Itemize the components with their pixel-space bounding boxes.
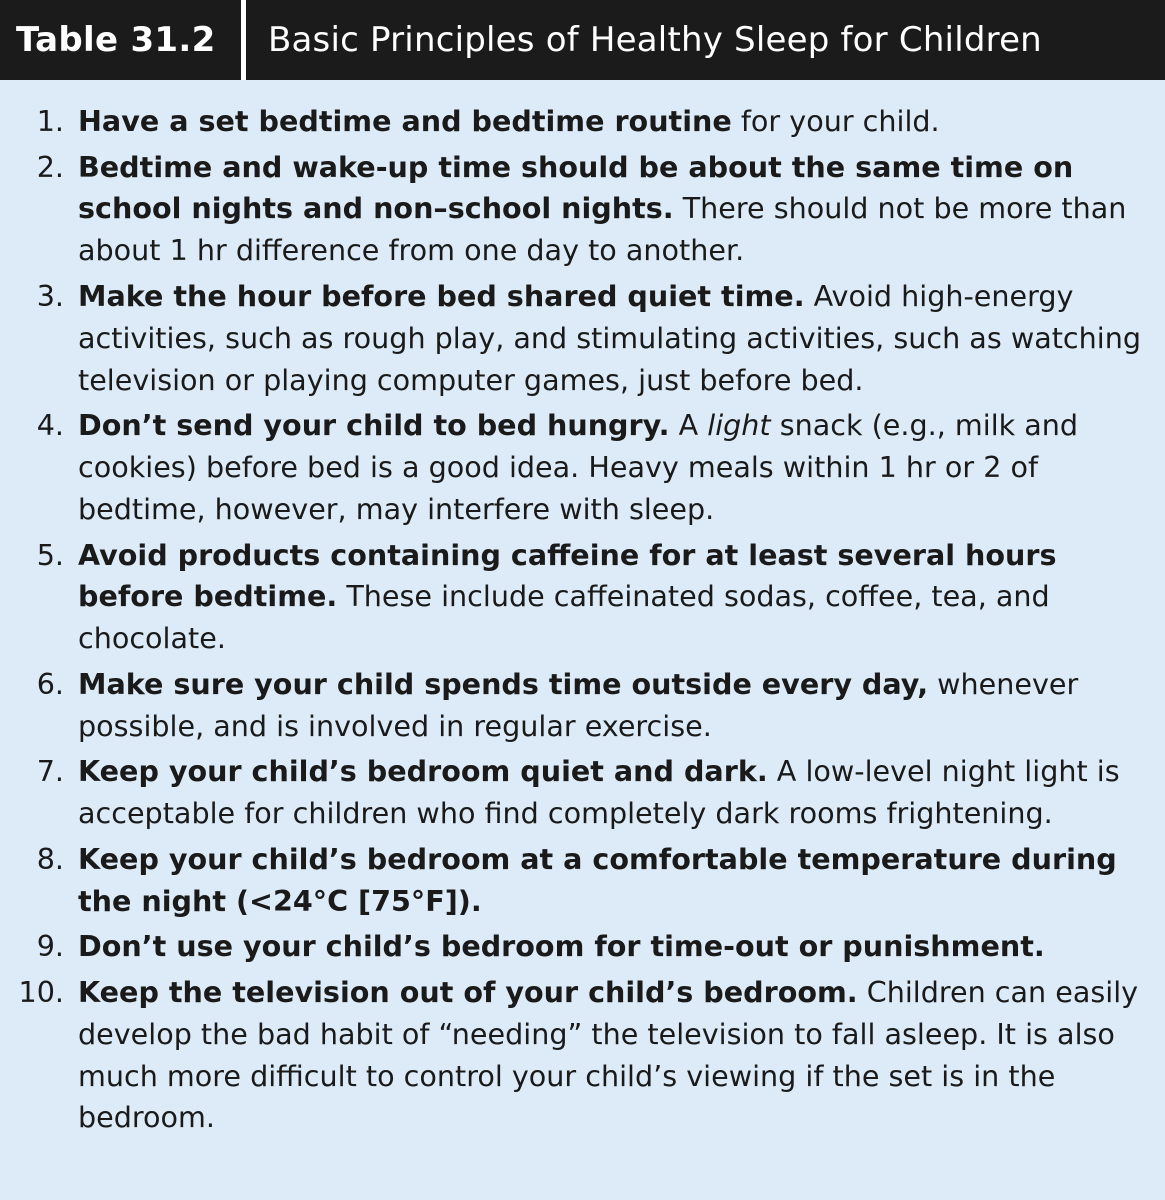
item-heading: Keep your child’s bedroom at a comfortable temperature during the night (<24°C [75°F]). bbox=[78, 841, 1117, 918]
item-number: 5. bbox=[36, 537, 64, 572]
list-item bbox=[0, 751, 1165, 835]
item-heading: Make the hour before bed shared quiet time. bbox=[78, 278, 805, 313]
item-number: 2. bbox=[36, 149, 64, 184]
item-text: A bbox=[669, 408, 708, 443]
table-title: Basic Principles of Healthy Sleep for Children bbox=[268, 20, 1042, 60]
table-header bbox=[0, 0, 1165, 80]
header-divider bbox=[241, 0, 246, 80]
item-text: whenever possible, and is involved in regular exercise. bbox=[78, 666, 1079, 743]
item-text: for your child. bbox=[731, 104, 940, 138]
principles-list bbox=[0, 101, 1165, 1143]
list-item bbox=[0, 101, 1165, 143]
item-text: snack (e.g., milk and cookies) before bed is a good idea. Heavy meals within 1 hr or 2 of bedtime, however, may interfere with sleep. bbox=[78, 408, 1079, 526]
item-heading: Avoid products containing caffeine for at least several hours before bedtime. bbox=[78, 537, 1057, 614]
table-label: Table 31.2 bbox=[16, 20, 216, 60]
item-heading: Bedtime and wake-up time should be about the same time on school nights and non–school nights. bbox=[78, 149, 1074, 226]
item-emphasis: light bbox=[707, 408, 771, 443]
list-item bbox=[0, 664, 1165, 748]
item-text: Children can easily develop the bad habit of “needing” the television to fall asleep. It is also much more difficult to control your child’s viewing if the set is in the bedroom. bbox=[78, 974, 1139, 1135]
item-number: 6. bbox=[36, 666, 64, 701]
item-number: 10. bbox=[18, 974, 64, 1009]
item-text: A low-level night light is acceptable for children who find completely dark rooms frightening. bbox=[78, 754, 1120, 831]
list-item bbox=[0, 926, 1165, 968]
item-heading: Keep your child’s bedroom quiet and dark. bbox=[78, 754, 768, 789]
list-item bbox=[0, 839, 1165, 923]
list-item bbox=[0, 405, 1165, 530]
item-number: 1. bbox=[36, 104, 64, 138]
item-text: There should not be more than about 1 hr difference from one day to another. bbox=[78, 191, 1127, 268]
item-number: 3. bbox=[36, 278, 64, 313]
item-number: 4. bbox=[36, 408, 64, 443]
item-text: These include caffeinated sodas, coffee, tea, and chocolate. bbox=[78, 579, 1050, 656]
item-text: Avoid high-energy activities, such as rough play, and stimulating activities, such as watching television or playing computer games, just before bed. bbox=[78, 278, 1141, 397]
item-heading: Keep the television out of your child’s bedroom. bbox=[78, 974, 858, 1009]
list-item bbox=[0, 147, 1165, 272]
item-heading: Have a set bedtime and bedtime routine bbox=[78, 104, 732, 138]
item-number: 7. bbox=[36, 754, 64, 789]
list-item bbox=[0, 276, 1165, 401]
item-number: 9. bbox=[36, 929, 64, 964]
list-item bbox=[0, 535, 1165, 660]
list-item bbox=[0, 972, 1165, 1139]
item-heading: Don’t use your child’s bedroom for time-out or punishment. bbox=[78, 929, 1045, 964]
item-heading: Don’t send your child to bed hungry. bbox=[78, 408, 670, 443]
item-number: 8. bbox=[36, 841, 64, 876]
item-heading: Make sure your child spends time outside every day, bbox=[78, 666, 929, 701]
